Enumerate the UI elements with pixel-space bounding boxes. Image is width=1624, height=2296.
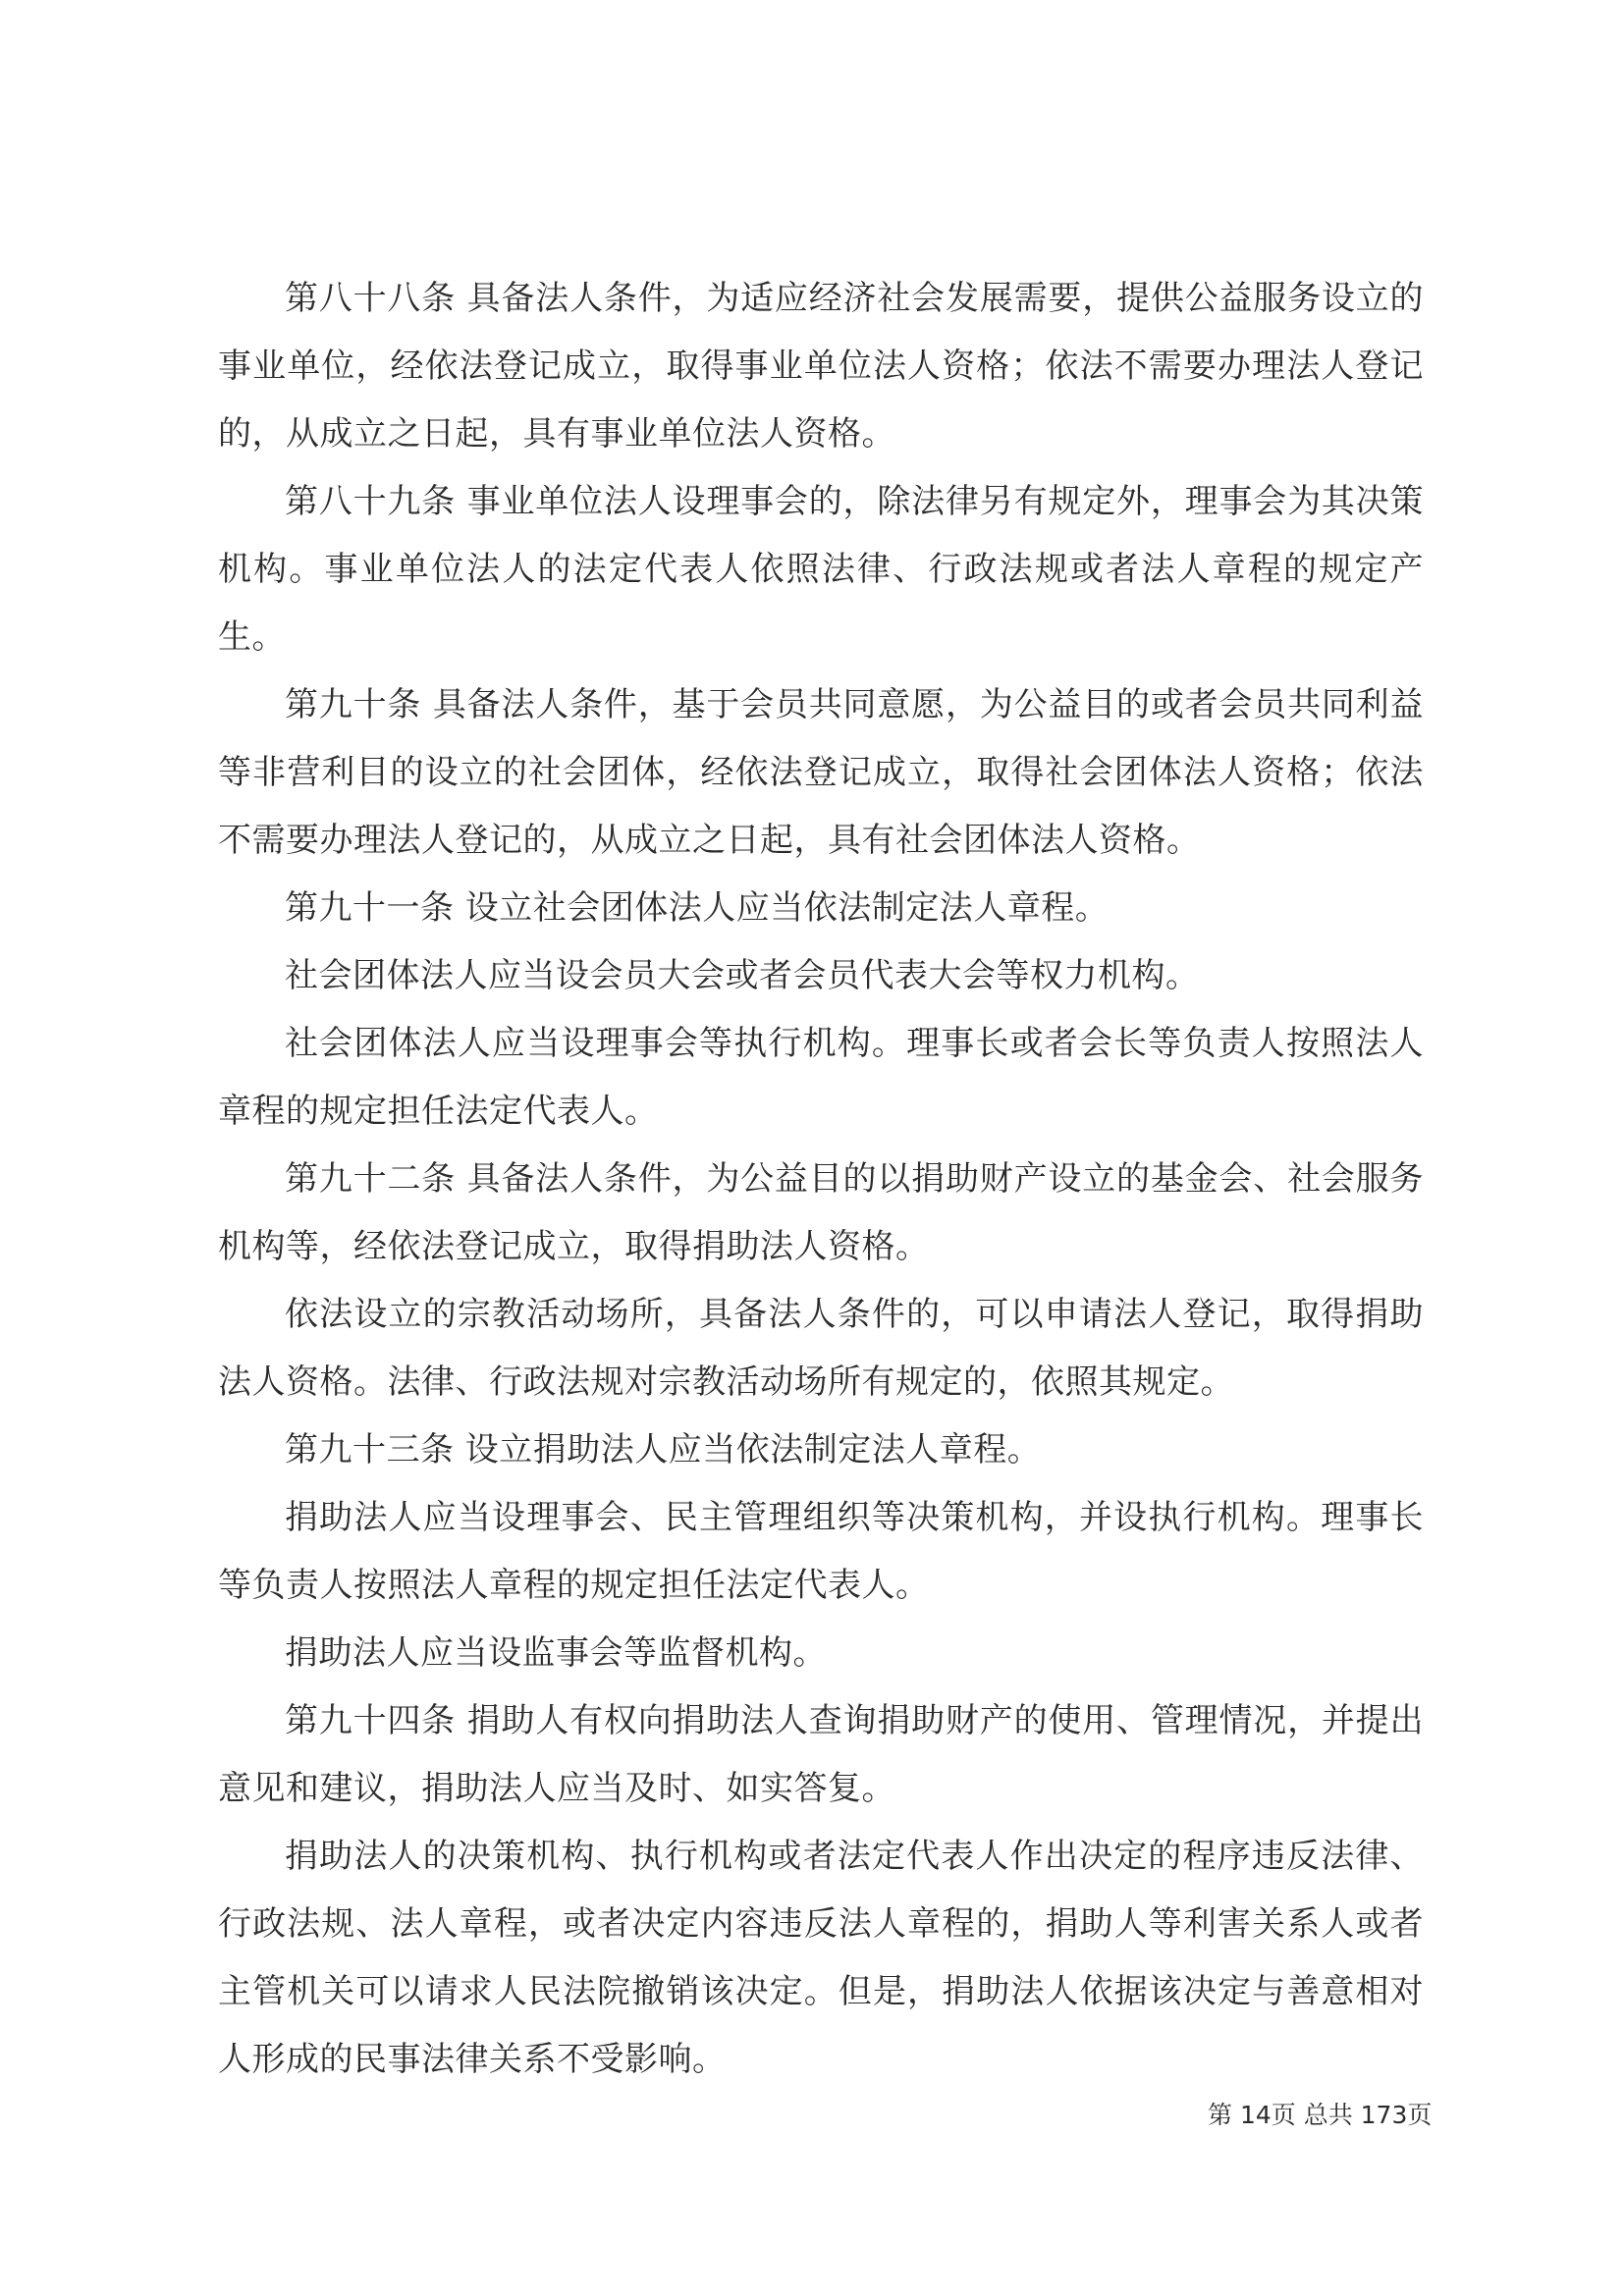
paragraph-article-88: 第八十八条 具备法人条件，为适应经济社会发展需要，提供公益服务设立的事业单位，经依法登记成立，取得事业单位法人资格；依法不需要办理法人登记的，从成立之日起，具有事业单位法人资格。 — [218, 279, 1424, 454]
paragraph-article-93: 第九十三条 设立捐助法人应当依法制定法人章程。 — [285, 1430, 1042, 1469]
paragraph-article-94-clause-2: 捐助法人的决策机构、执行机构或者法定代表人作出决定的程序违反法律、行政法规、法人章程，或者决定内容违反法人章程的，捐助人等利害关系人或者主管机关可以请求人民法院撤销该决定。但是，捐助法人依据该决定与善意相对人形成的民事法律关系不受影响。 — [218, 1837, 1424, 2079]
paragraph-article-89: 第八十九条 事业单位法人设理事会的，除法律另有规定外，理事会为其决策机构。事业单位法人的法定代表人依照法律、行政法规或者法人章程的规定产生。 — [218, 482, 1424, 657]
paragraph-article-91-clause-3: 社会团体法人应当设理事会等执行机构。理事长或者会长等负责人按照法人章程的规定担任法定代表人。 — [218, 1024, 1424, 1131]
paragraph-article-90: 第九十条 具备法人条件，基于会员共同意愿，为公益目的或者会员共同利益等非营利目的设立的社会团体，经依法登记成立，取得社会团体法人资格；依法不需要办理法人登记的，从成立之日起，具有社会团体法人资格。 — [218, 685, 1424, 860]
paragraph-article-92-clause-2: 依法设立的宗教活动场所，具备法人条件的，可以申请法人登记，取得捐助法人资格。法律、行政法规对宗教活动场所有规定的，依照其规定。 — [218, 1295, 1424, 1402]
page-number-footer: 第 14页 总共 173页 — [1208, 2101, 1433, 2129]
paragraph-article-92: 第九十二条 具备法人条件，为公益目的以捐助财产设立的基金会、社会服务机构等，经依法登记成立，取得捐助法人资格。 — [218, 1159, 1424, 1266]
document-body — [218, 265, 1424, 2094]
paragraph-article-94: 第九十四条 捐助人有权向捐助法人查询捐助财产的使用、管理情况，并提出意见和建议，捐助法人应当及时、如实答复。 — [218, 1701, 1424, 1808]
paragraph-article-93-clause-3: 捐助法人应当设监事会等监督机构。 — [285, 1633, 827, 1673]
paragraph-article-91: 第九十一条 设立社会团体法人应当依法制定法人章程。 — [285, 888, 1110, 928]
paragraph-article-93-clause-2: 捐助法人应当设理事会、民主管理组织等决策机构，并设执行机构。理事长等负责人按照法人章程的规定担任法定代表人。 — [218, 1498, 1424, 1605]
paragraph-article-91-clause-2: 社会团体法人应当设会员大会或者会员代表大会等权力机构。 — [285, 956, 1200, 995]
